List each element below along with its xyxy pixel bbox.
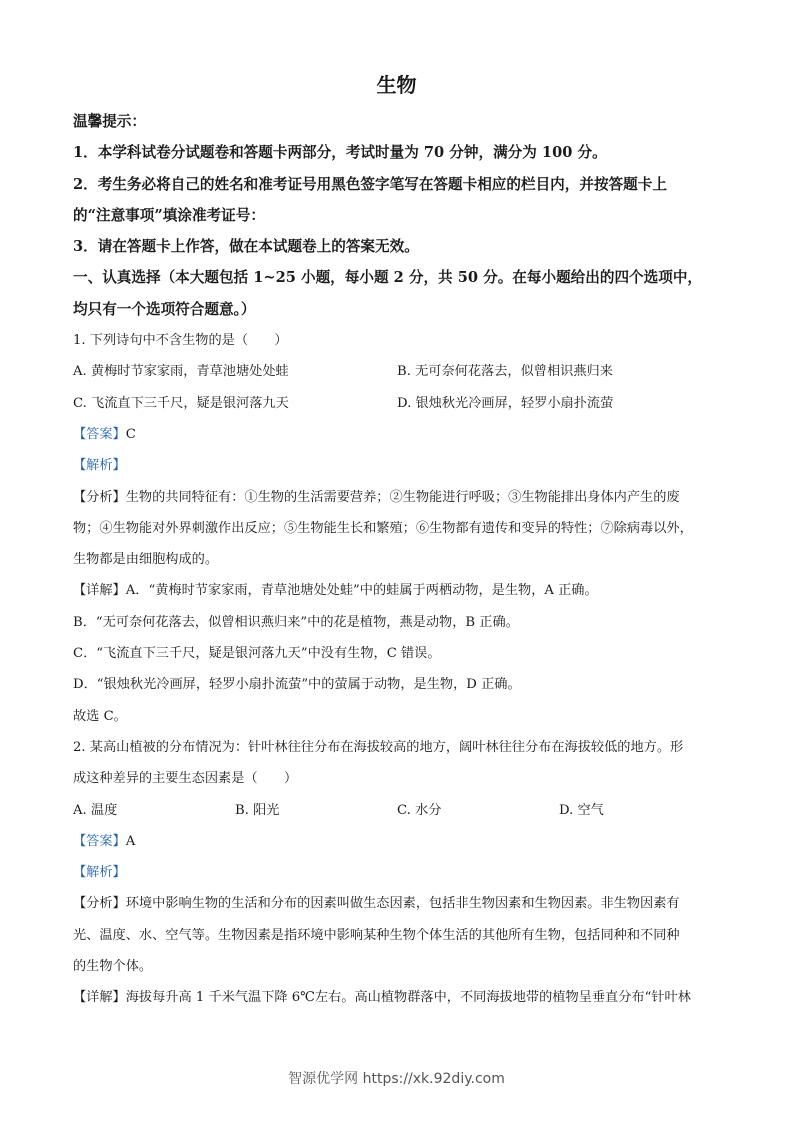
analysis-line (73, 482, 723, 513)
section-heading: 均只有一个选项符合题意。） (73, 300, 256, 318)
detail-line (73, 575, 723, 606)
analysis-line: 光、温度、水、空气等。生物因素是指环境中影响某种生物个体生活的其他所有生物，包括同种和不同种 (73, 927, 680, 943)
option-b: B. 阳光 (235, 802, 280, 818)
detail-line (73, 982, 723, 1013)
analysis-tag: 【解析】 (73, 865, 126, 881)
question-1-options-row (73, 388, 723, 419)
analysis-line: 物；④生物能对外界刺激作出反应；⑤生物能生长和繁殖；⑥生物都有遗传和变异的特性；⑦除病毒以外， (73, 520, 693, 536)
detail-text: A．“黄梅时节家家雨，青草池塘处处蛙”中的蛙属于两栖动物，是生物，A 正确。 (125, 583, 598, 599)
option-b: B. 无可奈何花落去，似曾相识燕归来 (397, 364, 613, 380)
tips-heading: 温馨提示： (73, 113, 146, 130)
analysis-line: 的生物个体。 (73, 959, 153, 975)
fenxi-tag: 【分析】 (73, 489, 126, 505)
detail-line: B．“无可奈何花落去，似曾相识燕归来”中的花是植物，燕是动物，B 正确。 (73, 614, 519, 630)
detail-line: D．“银烛秋光冷画屏，轻罗小扇扑流萤”中的萤属于动物，是生物，D 正确。 (73, 677, 521, 693)
tip-line: 3．请在答题卡上作答，做在本试题卷上的答案无效。 (73, 238, 419, 256)
fenxi-text: 环境中影响生物的生活和分布的因素叫做生态因素，包括非生物因素和生物因素。非生物因素有 (125, 896, 680, 912)
fenxi-tag: 【分析】 (73, 896, 126, 912)
footer-watermark: 智源优学网 https://xk.92diy.com (288, 1071, 505, 1087)
analysis-line: 生物都是由细胞构成的。 (73, 552, 219, 568)
document-body (73, 106, 723, 1014)
option-a: A. 温度 (73, 802, 118, 818)
page-title: 生物 (376, 73, 417, 97)
detail-tag: 【详解】 (73, 990, 126, 1006)
question-2-options-row (73, 795, 723, 826)
question-2-stem: 成这种差异的主要生态因素是（ ） (73, 771, 298, 787)
answer-line (73, 419, 723, 450)
analysis-line (73, 888, 723, 919)
detail-line: C．“飞流直下三千尺，疑是银河落九天”中没有生物，C 错误。 (73, 646, 441, 662)
detail-text: 海拔每升高 1 千米气温下降 6℃左右。高山植物群落中，不同海拔地带的植物呈垂直分布“针叶林 (125, 990, 691, 1006)
option-d: D. 银烛秋光冷画屏，轻罗小扇扑流萤 (397, 395, 614, 411)
option-c: C. 飞流直下三千尺，疑是银河落九天 (73, 395, 289, 411)
tip-line: 的“注意事项”填涂准考证号： (73, 206, 265, 224)
section-heading: 一、认真选择（本大题包括 1~25 小题，每小题 2 分，共 50 分。在每小题给出的四个选项中， (73, 269, 703, 287)
question-1-options-row (73, 356, 723, 387)
question-1-stem: 1. 下列诗句中不含生物的是（ ） (73, 333, 288, 349)
analysis-tag: 【解析】 (73, 458, 126, 474)
answer-tag: 【答案】 (73, 426, 126, 442)
answer-value: C (125, 426, 136, 442)
tip-line: 2．考生务必将自己的姓名和准考证号用黑色签字笔写在答题卡相应的栏目内，并按答题卡上 (73, 175, 667, 193)
answer-value: A (125, 833, 136, 849)
detail-tag: 【详解】 (73, 583, 126, 599)
fenxi-text: 生物的共同特征有：①生物的生活需要营养；②生物能进行呼吸；③生物能排出身体内产生的废 (125, 489, 680, 505)
answer-line (73, 826, 723, 857)
question-2-stem: 2. 某高山植被的分布情况为：针叶林往往分布在海拔较高的地方，阔叶林往往分布在海拔较低的地方。形 (73, 739, 684, 755)
option-d: D. 空气 (559, 802, 604, 818)
option-c: C. 水分 (397, 802, 442, 818)
answer-tag: 【答案】 (73, 833, 126, 849)
option-a: A. 黄梅时节家家雨，青草池塘处处蛙 (73, 364, 289, 380)
tip-line: 1．本学科试卷分试题卷和答题卡两部分，考试时量为 70 分钟，满分为 100 分。 (73, 144, 607, 162)
detail-line: 故选 C。 (73, 708, 127, 724)
